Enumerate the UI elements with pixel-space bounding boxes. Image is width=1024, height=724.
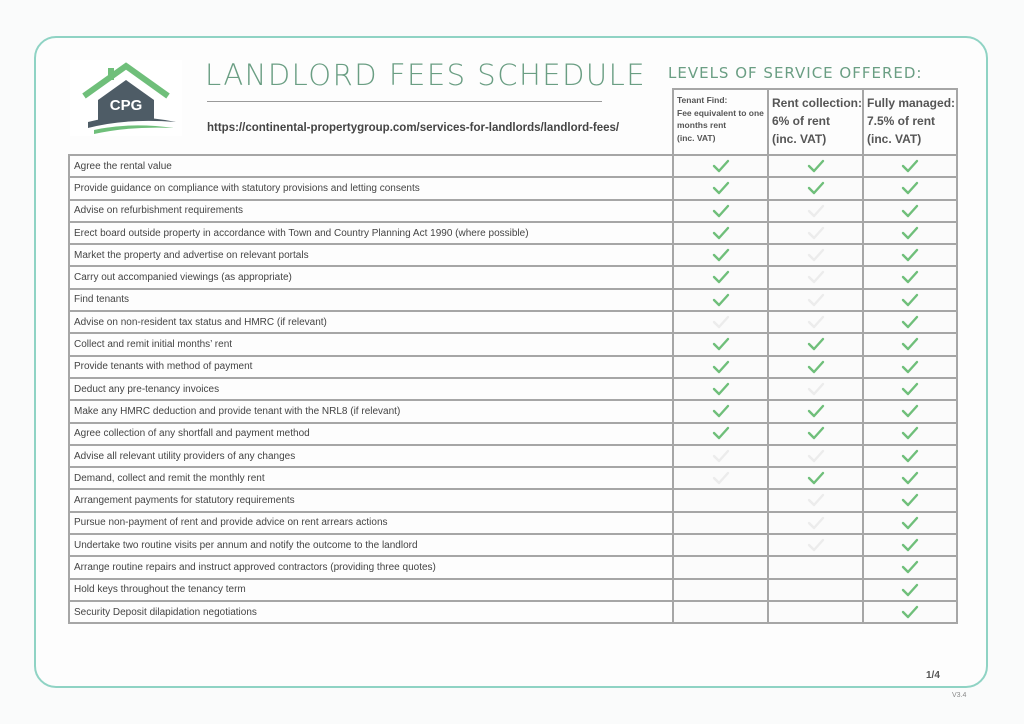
faint-check-icon xyxy=(807,382,825,396)
header-spacer xyxy=(69,89,673,155)
mark-cell-rent-collection xyxy=(768,311,863,333)
service-label: Advise on refurbishment requirements xyxy=(69,200,673,222)
faint-check-icon xyxy=(807,226,825,240)
mark-cell-fully-managed xyxy=(863,244,957,266)
service-label: Erect board outside property in accordance with Town and Country Planning Act 1990 (where possible) xyxy=(69,222,673,244)
mark-cell-rent-collection xyxy=(768,177,863,199)
mark-cell-tenant-find xyxy=(673,534,768,556)
faint-check-icon xyxy=(807,248,825,262)
mark-cell-tenant-find xyxy=(673,423,768,445)
mark-cell-fully-managed xyxy=(863,177,957,199)
mark-cell-rent-collection xyxy=(768,378,863,400)
check-icon xyxy=(807,181,825,195)
check-icon xyxy=(712,204,730,218)
check-icon xyxy=(901,248,919,262)
service-label: Provide tenants with method of payment xyxy=(69,356,673,378)
column-header-line: Fully managed: xyxy=(867,96,956,110)
mark-cell-rent-collection xyxy=(768,266,863,288)
mark-cell-tenant-find xyxy=(673,311,768,333)
check-icon xyxy=(807,337,825,351)
column-header-line: (inc. VAT) xyxy=(677,132,716,143)
mark-cell-rent-collection xyxy=(768,601,863,623)
column-header-line: 7.5% of rent xyxy=(867,114,936,128)
mark-cell-rent-collection xyxy=(768,244,863,266)
service-label: Hold keys throughout the tenancy term xyxy=(69,579,673,601)
table-row xyxy=(69,222,957,244)
mark-cell-tenant-find xyxy=(673,289,768,311)
check-icon xyxy=(807,360,825,374)
table-row xyxy=(69,512,957,534)
faint-check-icon xyxy=(712,449,730,463)
mark-cell-rent-collection xyxy=(768,556,863,578)
mark-cell-rent-collection xyxy=(768,467,863,489)
check-icon xyxy=(901,315,919,329)
mark-cell-fully-managed xyxy=(863,378,957,400)
service-label: Make any HMRC deduction and provide tenant with the NRL8 (if relevant) xyxy=(69,400,673,422)
page-number: 1/4 xyxy=(926,670,940,681)
page-title: LANDLORD FEES SCHEDULE xyxy=(205,58,647,92)
check-icon xyxy=(712,159,730,173)
mark-cell-fully-managed xyxy=(863,556,957,578)
faint-check-icon xyxy=(712,315,730,329)
table-row xyxy=(69,311,957,333)
service-label: Advise all relevant utility providers of any changes xyxy=(69,445,673,467)
mark-cell-tenant-find xyxy=(673,333,768,355)
column-header-line: (inc. VAT) xyxy=(867,132,922,146)
faint-check-icon xyxy=(807,538,825,552)
mark-cell-fully-managed xyxy=(863,266,957,288)
table-header-row xyxy=(69,89,957,155)
check-icon xyxy=(901,583,919,597)
fees-table-body xyxy=(69,155,957,623)
check-icon xyxy=(807,404,825,418)
mark-cell-tenant-find xyxy=(673,266,768,288)
service-label: Market the property and advertise on relevant portals xyxy=(69,244,673,266)
service-label: Advise on non-resident tax status and HMRC (if relevant) xyxy=(69,311,673,333)
mark-cell-tenant-find xyxy=(673,467,768,489)
mark-cell-fully-managed xyxy=(863,512,957,534)
service-label: Demand, collect and remit the monthly rent xyxy=(69,467,673,489)
table-row xyxy=(69,556,957,578)
mark-cell-fully-managed xyxy=(863,222,957,244)
column-header-line: Tenant Find: xyxy=(677,95,728,105)
table-row xyxy=(69,579,957,601)
table-row xyxy=(69,445,957,467)
mark-cell-tenant-find xyxy=(673,177,768,199)
service-label: Provide guidance on compliance with statutory provisions and letting consents xyxy=(69,177,673,199)
service-label: Security Deposit dilapidation negotiations xyxy=(69,601,673,623)
mark-cell-fully-managed xyxy=(863,311,957,333)
mark-cell-fully-managed xyxy=(863,155,957,177)
mark-cell-rent-collection xyxy=(768,222,863,244)
faint-check-icon xyxy=(807,315,825,329)
check-icon xyxy=(901,181,919,195)
mark-cell-fully-managed xyxy=(863,356,957,378)
service-label: Collect and remit initial months’ rent xyxy=(69,333,673,355)
mark-cell-tenant-find xyxy=(673,601,768,623)
check-icon xyxy=(712,226,730,240)
faint-check-icon xyxy=(807,493,825,507)
column-header-line: (inc. VAT) xyxy=(772,132,827,146)
service-label: Agree collection of any shortfall and payment method xyxy=(69,423,673,445)
table-row xyxy=(69,177,957,199)
mark-cell-rent-collection xyxy=(768,489,863,511)
mark-cell-tenant-find xyxy=(673,512,768,534)
mark-cell-rent-collection xyxy=(768,155,863,177)
mark-cell-rent-collection xyxy=(768,400,863,422)
table-row xyxy=(69,200,957,222)
mark-cell-fully-managed xyxy=(863,289,957,311)
column-header-tenant-find xyxy=(673,89,768,155)
mark-cell-tenant-find xyxy=(673,222,768,244)
service-label: Deduct any pre-tenancy invoices xyxy=(69,378,673,400)
check-icon xyxy=(901,449,919,463)
table-row xyxy=(69,601,957,623)
service-label: Arrange routine repairs and instruct approved contractors (providing three quotes) xyxy=(69,556,673,578)
check-icon xyxy=(807,426,825,440)
faint-check-icon xyxy=(807,293,825,307)
mark-cell-tenant-find xyxy=(673,155,768,177)
faint-check-icon xyxy=(807,516,825,530)
table-row xyxy=(69,356,957,378)
check-icon xyxy=(901,426,919,440)
check-icon xyxy=(712,382,730,396)
mark-cell-tenant-find xyxy=(673,244,768,266)
fees-table xyxy=(68,88,958,624)
mark-cell-rent-collection xyxy=(768,333,863,355)
mark-cell-fully-managed xyxy=(863,579,957,601)
check-icon xyxy=(901,270,919,284)
service-label: Agree the rental value xyxy=(69,155,673,177)
check-icon xyxy=(807,159,825,173)
version-label: V3.4 xyxy=(952,692,967,699)
service-label: Undertake two routine visits per annum and notify the outcome to the landlord xyxy=(69,534,673,556)
mark-cell-rent-collection xyxy=(768,579,863,601)
mark-cell-fully-managed xyxy=(863,534,957,556)
table-row xyxy=(69,534,957,556)
mark-cell-fully-managed xyxy=(863,333,957,355)
table-row xyxy=(69,467,957,489)
mark-cell-tenant-find xyxy=(673,400,768,422)
table-row xyxy=(69,266,957,288)
table-row xyxy=(69,423,957,445)
mark-cell-tenant-find xyxy=(673,445,768,467)
faint-check-icon xyxy=(807,204,825,218)
mark-cell-fully-managed xyxy=(863,467,957,489)
check-icon xyxy=(901,293,919,307)
check-icon xyxy=(712,404,730,418)
service-label: Find tenants xyxy=(69,289,673,311)
mark-cell-fully-managed xyxy=(863,400,957,422)
check-icon xyxy=(901,560,919,574)
column-header-line: 6% of rent xyxy=(772,114,831,128)
check-icon xyxy=(901,360,919,374)
mark-cell-rent-collection xyxy=(768,445,863,467)
check-icon xyxy=(901,226,919,240)
column-header-fully-managed xyxy=(863,89,957,155)
service-label: Arrangement payments for statutory requirements xyxy=(69,489,673,511)
mark-cell-rent-collection xyxy=(768,200,863,222)
mark-cell-rent-collection xyxy=(768,534,863,556)
mark-cell-rent-collection xyxy=(768,423,863,445)
table-row xyxy=(69,289,957,311)
check-icon xyxy=(807,471,825,485)
mark-cell-rent-collection xyxy=(768,512,863,534)
check-icon xyxy=(712,248,730,262)
check-icon xyxy=(712,360,730,374)
check-icon xyxy=(712,181,730,195)
table-row xyxy=(69,333,957,355)
check-icon xyxy=(901,516,919,530)
check-icon xyxy=(712,337,730,351)
mark-cell-fully-managed xyxy=(863,601,957,623)
check-icon xyxy=(901,471,919,485)
service-label: Pursue non-payment of rent and provide advice on rent arrears actions xyxy=(69,512,673,534)
check-icon xyxy=(901,382,919,396)
faint-check-icon xyxy=(807,270,825,284)
table-row xyxy=(69,244,957,266)
check-icon xyxy=(901,605,919,619)
faint-check-icon xyxy=(712,471,730,485)
column-header-rent-collection xyxy=(768,89,863,155)
levels-heading: LEVELS OF SERVICE OFFERED: xyxy=(668,64,923,82)
mark-cell-fully-managed xyxy=(863,489,957,511)
mark-cell-rent-collection xyxy=(768,289,863,311)
logo-text: CPG xyxy=(109,97,143,114)
column-header-line: months rent xyxy=(677,120,727,130)
mark-cell-tenant-find xyxy=(673,556,768,578)
service-label: Carry out accompanied viewings (as appropriate) xyxy=(69,266,673,288)
check-icon xyxy=(901,493,919,507)
mark-cell-tenant-find xyxy=(673,378,768,400)
check-icon xyxy=(901,404,919,418)
mark-cell-tenant-find xyxy=(673,200,768,222)
check-icon xyxy=(712,293,730,307)
mark-cell-rent-collection xyxy=(768,356,863,378)
check-icon xyxy=(901,204,919,218)
table-row xyxy=(69,155,957,177)
check-icon xyxy=(901,337,919,351)
faint-check-icon xyxy=(807,449,825,463)
mark-cell-tenant-find xyxy=(673,356,768,378)
check-icon xyxy=(901,538,919,552)
column-header-line: Fee equivalent to one xyxy=(677,107,764,118)
check-icon xyxy=(901,159,919,173)
check-icon xyxy=(712,426,730,440)
table-row xyxy=(69,378,957,400)
table-row xyxy=(69,489,957,511)
check-icon xyxy=(712,270,730,284)
mark-cell-tenant-find xyxy=(673,489,768,511)
mark-cell-tenant-find xyxy=(673,579,768,601)
mark-cell-fully-managed xyxy=(863,423,957,445)
table-row xyxy=(69,400,957,422)
mark-cell-fully-managed xyxy=(863,200,957,222)
column-header-line: Rent collection: xyxy=(772,96,863,110)
source-url-link[interactable]: https://continental-propertygroup.com/services-for-landlords/landlord-fees/ xyxy=(207,122,620,134)
mark-cell-fully-managed xyxy=(863,445,957,467)
